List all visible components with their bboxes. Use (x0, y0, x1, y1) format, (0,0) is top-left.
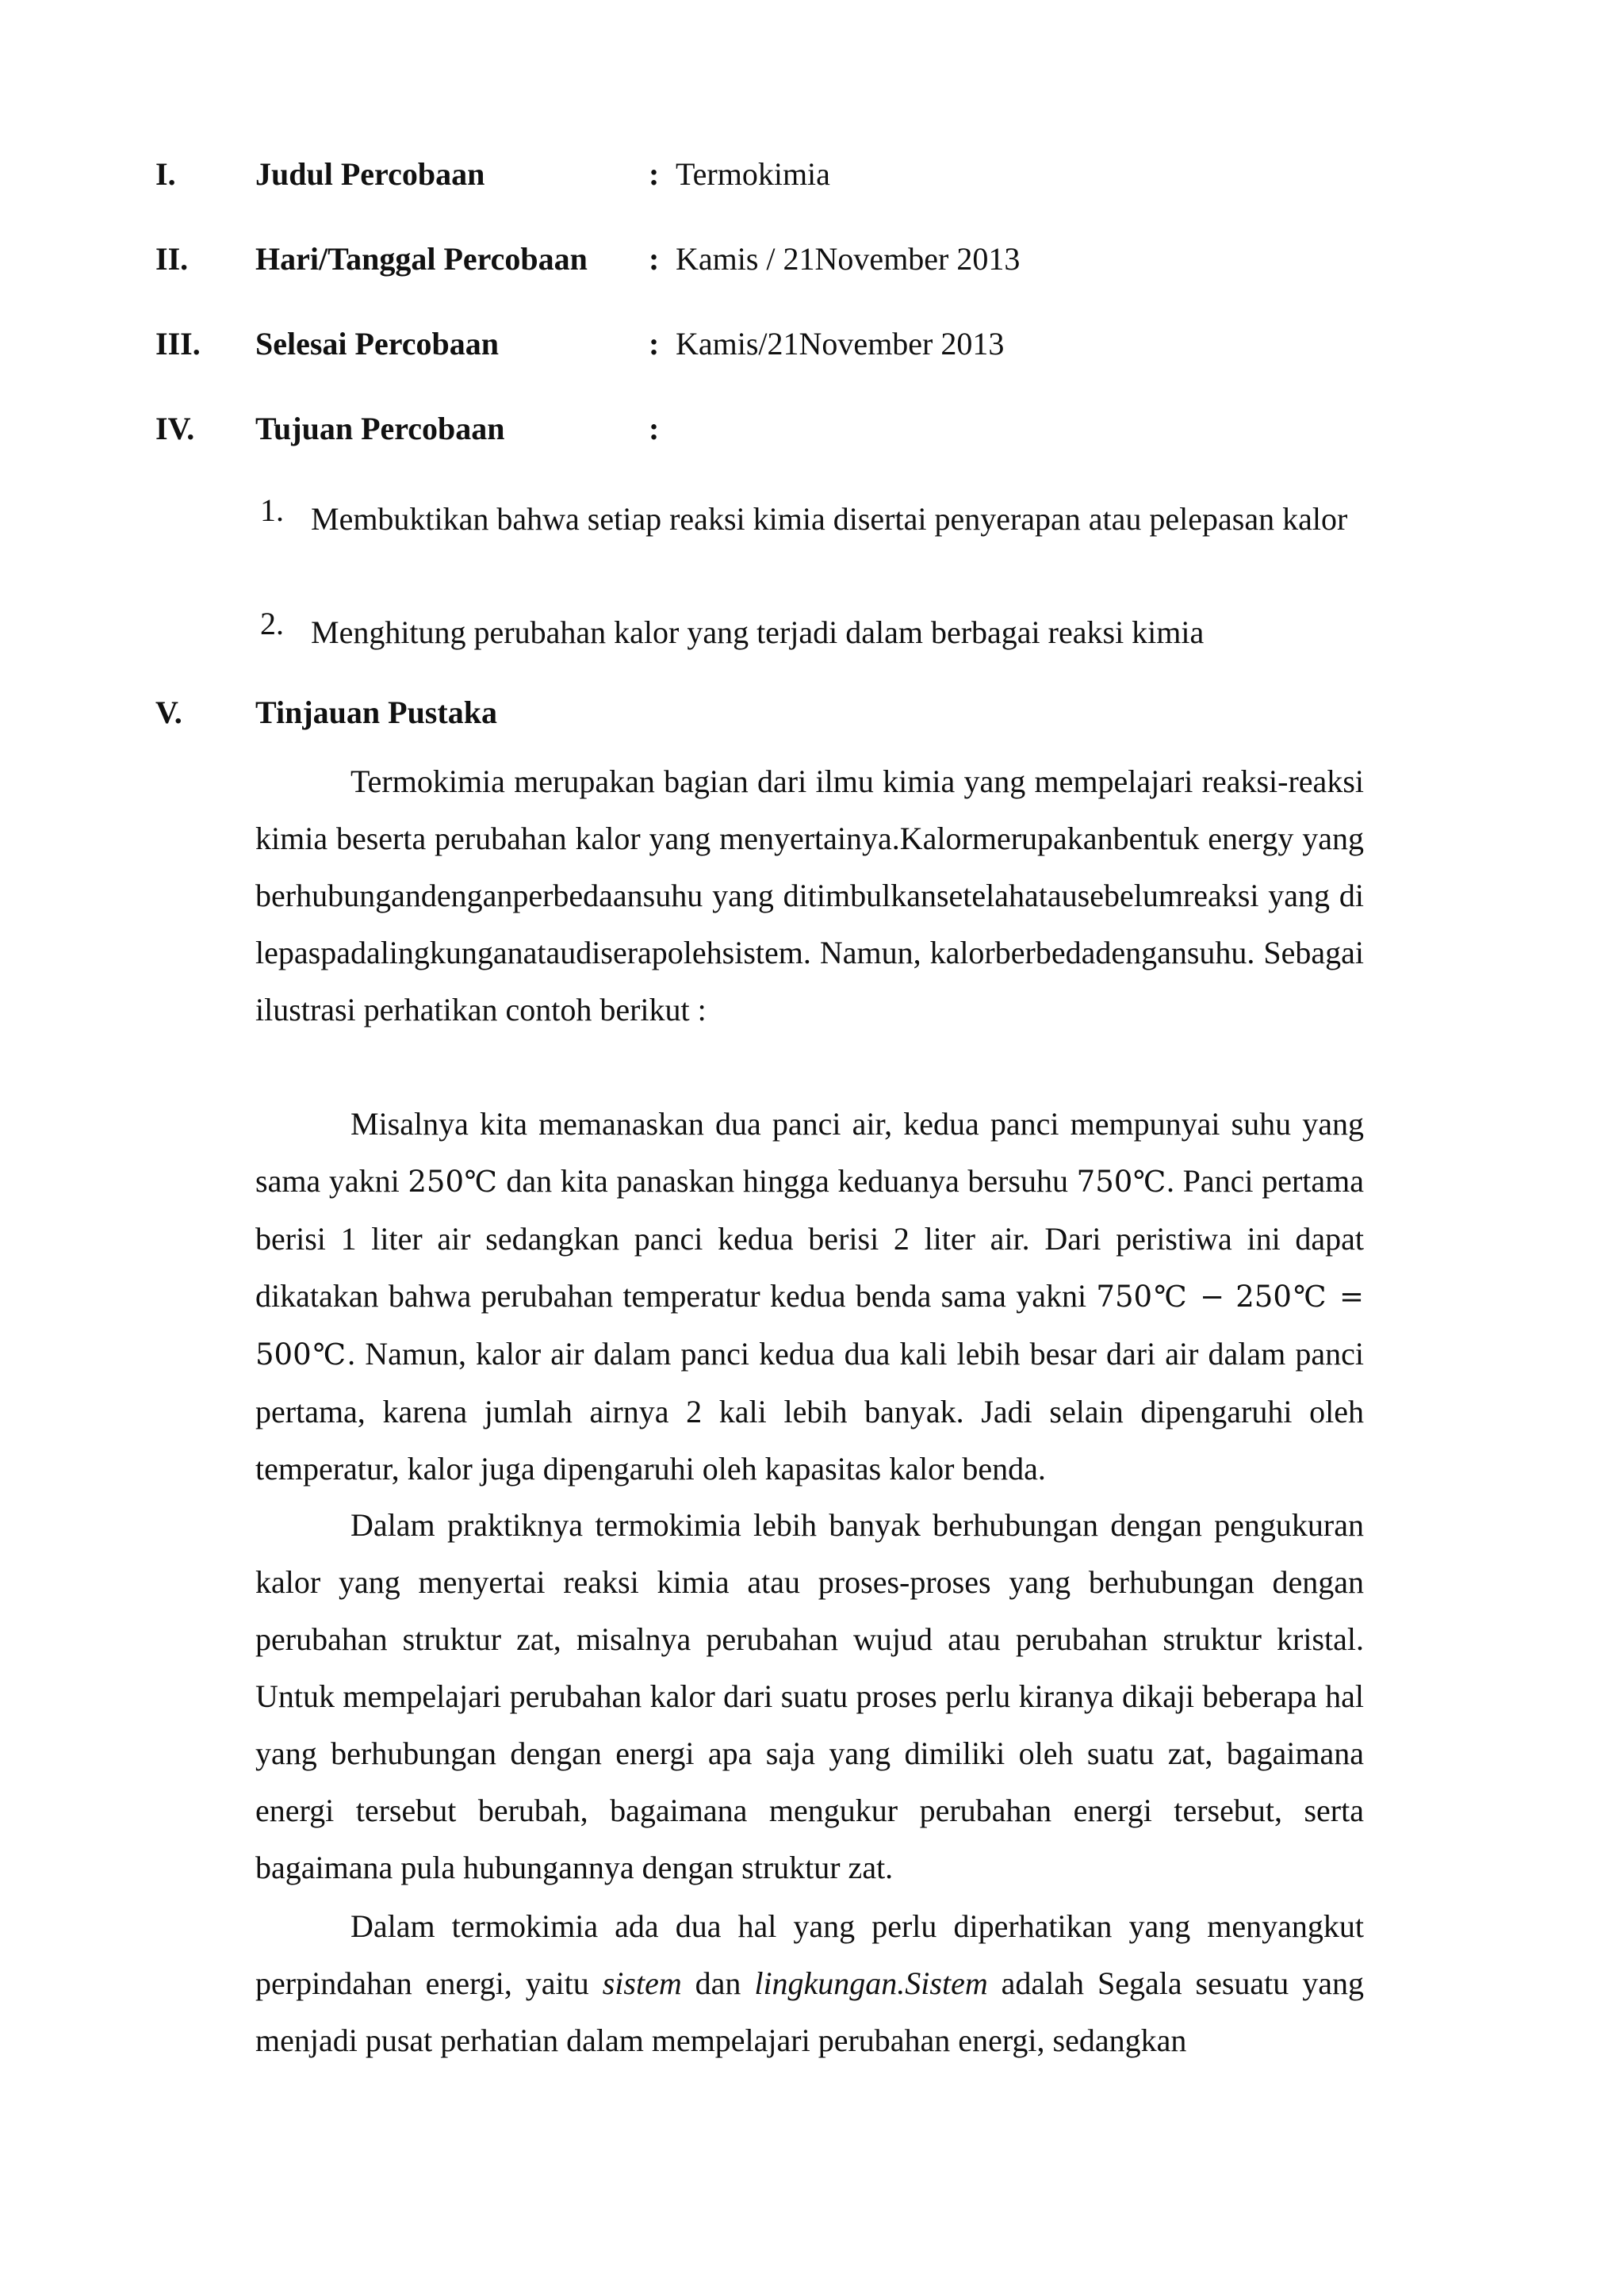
heading-label: Selesai Percobaan (255, 326, 500, 362)
paragraph-example (255, 1096, 1364, 1498)
paragraph-text: . Namun, kalor air dalam panci kedua dua kali lebih besar dari air dalam panci pertama, karena jumlah airnya 2 kali lebih banyak. Jadi selain dipengaruhi oleh temperatur, kalor juga dipengaruhi oleh kapasitas kalor benda. (255, 1336, 1364, 1487)
objective-text: Membuktikan bahwa setiap reaksi kimia disertai penyerapan atau pelepasan kalor (311, 501, 1348, 537)
heading-value: Kamis / 21November 2013 (676, 241, 1021, 277)
objective-text: Menghitung perubahan kalor yang terjadi dalam berbagai reaksi kimia (311, 614, 1205, 650)
paragraph-text: Dalam termokimia ada dua hal yang perlu diperhatikan yang menyangkut perpindahan energi, yaitu (255, 1908, 1364, 2001)
heading-tujuan-percobaan (0, 410, 1624, 457)
heading-label: Hari/Tanggal Percobaan (255, 241, 588, 277)
heading-label: Tinjauan Pustaka (255, 695, 497, 730)
paragraph-system (255, 1898, 1364, 2069)
heading-number: III. (155, 326, 201, 362)
heading-value: Kamis/21November 2013 (676, 326, 1005, 362)
heading-judul-percobaan (0, 155, 1624, 203)
paragraph-text: . Panci pertama berisi 1 liter air sedangkan panci kedua berisi 2 liter air. Dari peristiwa ini dapat dikatakan bahwa perubahan temperatur kedua benda sama yakni (255, 1163, 1365, 1314)
objective-number: 2. (260, 606, 284, 641)
heading-label: Judul Percobaan (255, 156, 485, 192)
paragraph-text: dan (681, 1965, 755, 2001)
heading-number: II. (155, 241, 189, 277)
heading-number: I. (155, 156, 176, 192)
math-expression: 750℃ (1076, 1165, 1167, 1199)
paragraph-practice: Dalam praktiknya termokimia lebih banyak berhubungan dengan pengukuran kalor yang menyertai reaksi kimia atau proses-proses yang berhubungan dengan perubahan struktur zat, misalnya perubahan wujud atau perubahan struktur kristal. Untuk mempelajari perubahan kalor dari suatu proses perlu kiranya dikaji beberapa hal yang berhubungan dengan energi apa saja yang dimiliki oleh suatu zat, bagaimana energi tersebut berubah, bagaimana mengukur perubahan energi tersebut, serta bagaimana pula hubungannya dengan struktur zat. (255, 1507, 1364, 1885)
objective-number: 1. (260, 492, 284, 528)
paragraph-text: dan kita panaskan hingga keduanya bersuhu (497, 1163, 1077, 1199)
paragraph-text: Misalnya kita memanaskan dua panci air, kedua panci mempunyai suhu yang sama yakni (255, 1106, 1364, 1199)
math-expression: 750℃ − 250℃ = 500℃ (255, 1280, 1365, 1372)
heading-colon: : (649, 241, 660, 277)
emphasis-term: lingkungan.Sistem (754, 1965, 988, 2001)
heading-value: Termokimia (676, 156, 830, 192)
heading-hari-tanggal (0, 240, 1624, 288)
heading-number: V. (155, 695, 182, 730)
paragraph-intro: Termokimia merupakan bagian dari ilmu kimia yang mempelajari reaksi-reaksi kimia beserta perubahan kalor yang menyertainya.Kalormerupakanbentuk energy yang berhubungandenganperbedaansuhu yang ditimbulkansetelahatausebelumreaksi yang di lepaspadalingkunganataudiserapolehsistem. Namun, kalorberbedadengansuhu. Sebagai ilustrasi perhatikan contoh berikut : (255, 763, 1364, 1027)
heading-colon: : (649, 326, 660, 362)
heading-number: IV. (155, 411, 195, 446)
heading-selesai-percobaan (0, 325, 1624, 373)
paragraph-text: adalah Segala sesuatu yang menjadi pusat perhatian dalam mempelajari perubahan energi, sedangkan (255, 1965, 1364, 2058)
math-expression: 250℃ (408, 1165, 498, 1199)
emphasis-term: sistem (602, 1965, 682, 2001)
heading-colon: : (649, 156, 660, 192)
heading-colon: : (649, 411, 660, 446)
heading-label: Tujuan Percobaan (255, 411, 505, 446)
heading-tinjauan-pustaka (0, 694, 1624, 741)
